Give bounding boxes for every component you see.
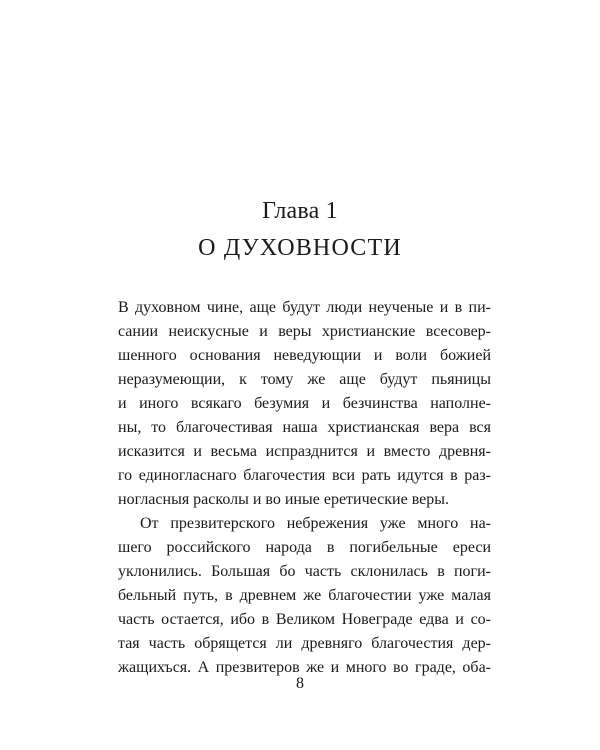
chapter-heading: [0, 196, 600, 264]
text-line: ногласныя расколы и во иные еретические веры.: [118, 491, 449, 508]
chapter-title: О ДУХОВНОСТИ: [198, 235, 402, 261]
text-line: ны, то благочестивая наша христианская вера вся: [118, 419, 491, 436]
text-line: и иного всякаго безумия и безчинства наполне-: [118, 395, 491, 412]
body-text: [118, 296, 491, 680]
text-line: часть остается, ибо в Великом Новеграде едва и со-: [118, 611, 491, 628]
text-line: От презвитерского небрежения уже много на-: [140, 515, 491, 532]
page-number: 8: [296, 675, 304, 692]
text-line: тая часть обрящется ли древняго благочестия дер-: [118, 635, 491, 652]
text-line: неразумеющии, к тому же аще будут пьяницы: [118, 371, 491, 388]
text-line: шего российского народа в погибельные ереси: [118, 539, 491, 556]
text-line: шенного основания неведующии и воли божией: [118, 347, 491, 364]
paragraph-1: [118, 296, 491, 512]
text-line: сании неискусные и веры христианские всесовер-: [118, 323, 491, 340]
text-line: го единогласнаго благочестия вси рать идутся в раз-: [118, 467, 491, 484]
text-line: В духовном чине, аще будут люди неученые и в пи-: [118, 299, 491, 316]
text-line: бельный путь, в древнем же благочестии уже малая: [118, 587, 491, 604]
text-line: исказится и весьма испразднится и вместо древня-: [118, 443, 491, 460]
paragraph-2: [118, 512, 491, 680]
chapter-number: Глава 1: [262, 198, 338, 224]
text-line: жащихъся. А презвитеров же и много во граде, оба-: [118, 659, 491, 676]
text-line: уклонились. Большая бо часть склонилась в поги-: [118, 563, 491, 580]
